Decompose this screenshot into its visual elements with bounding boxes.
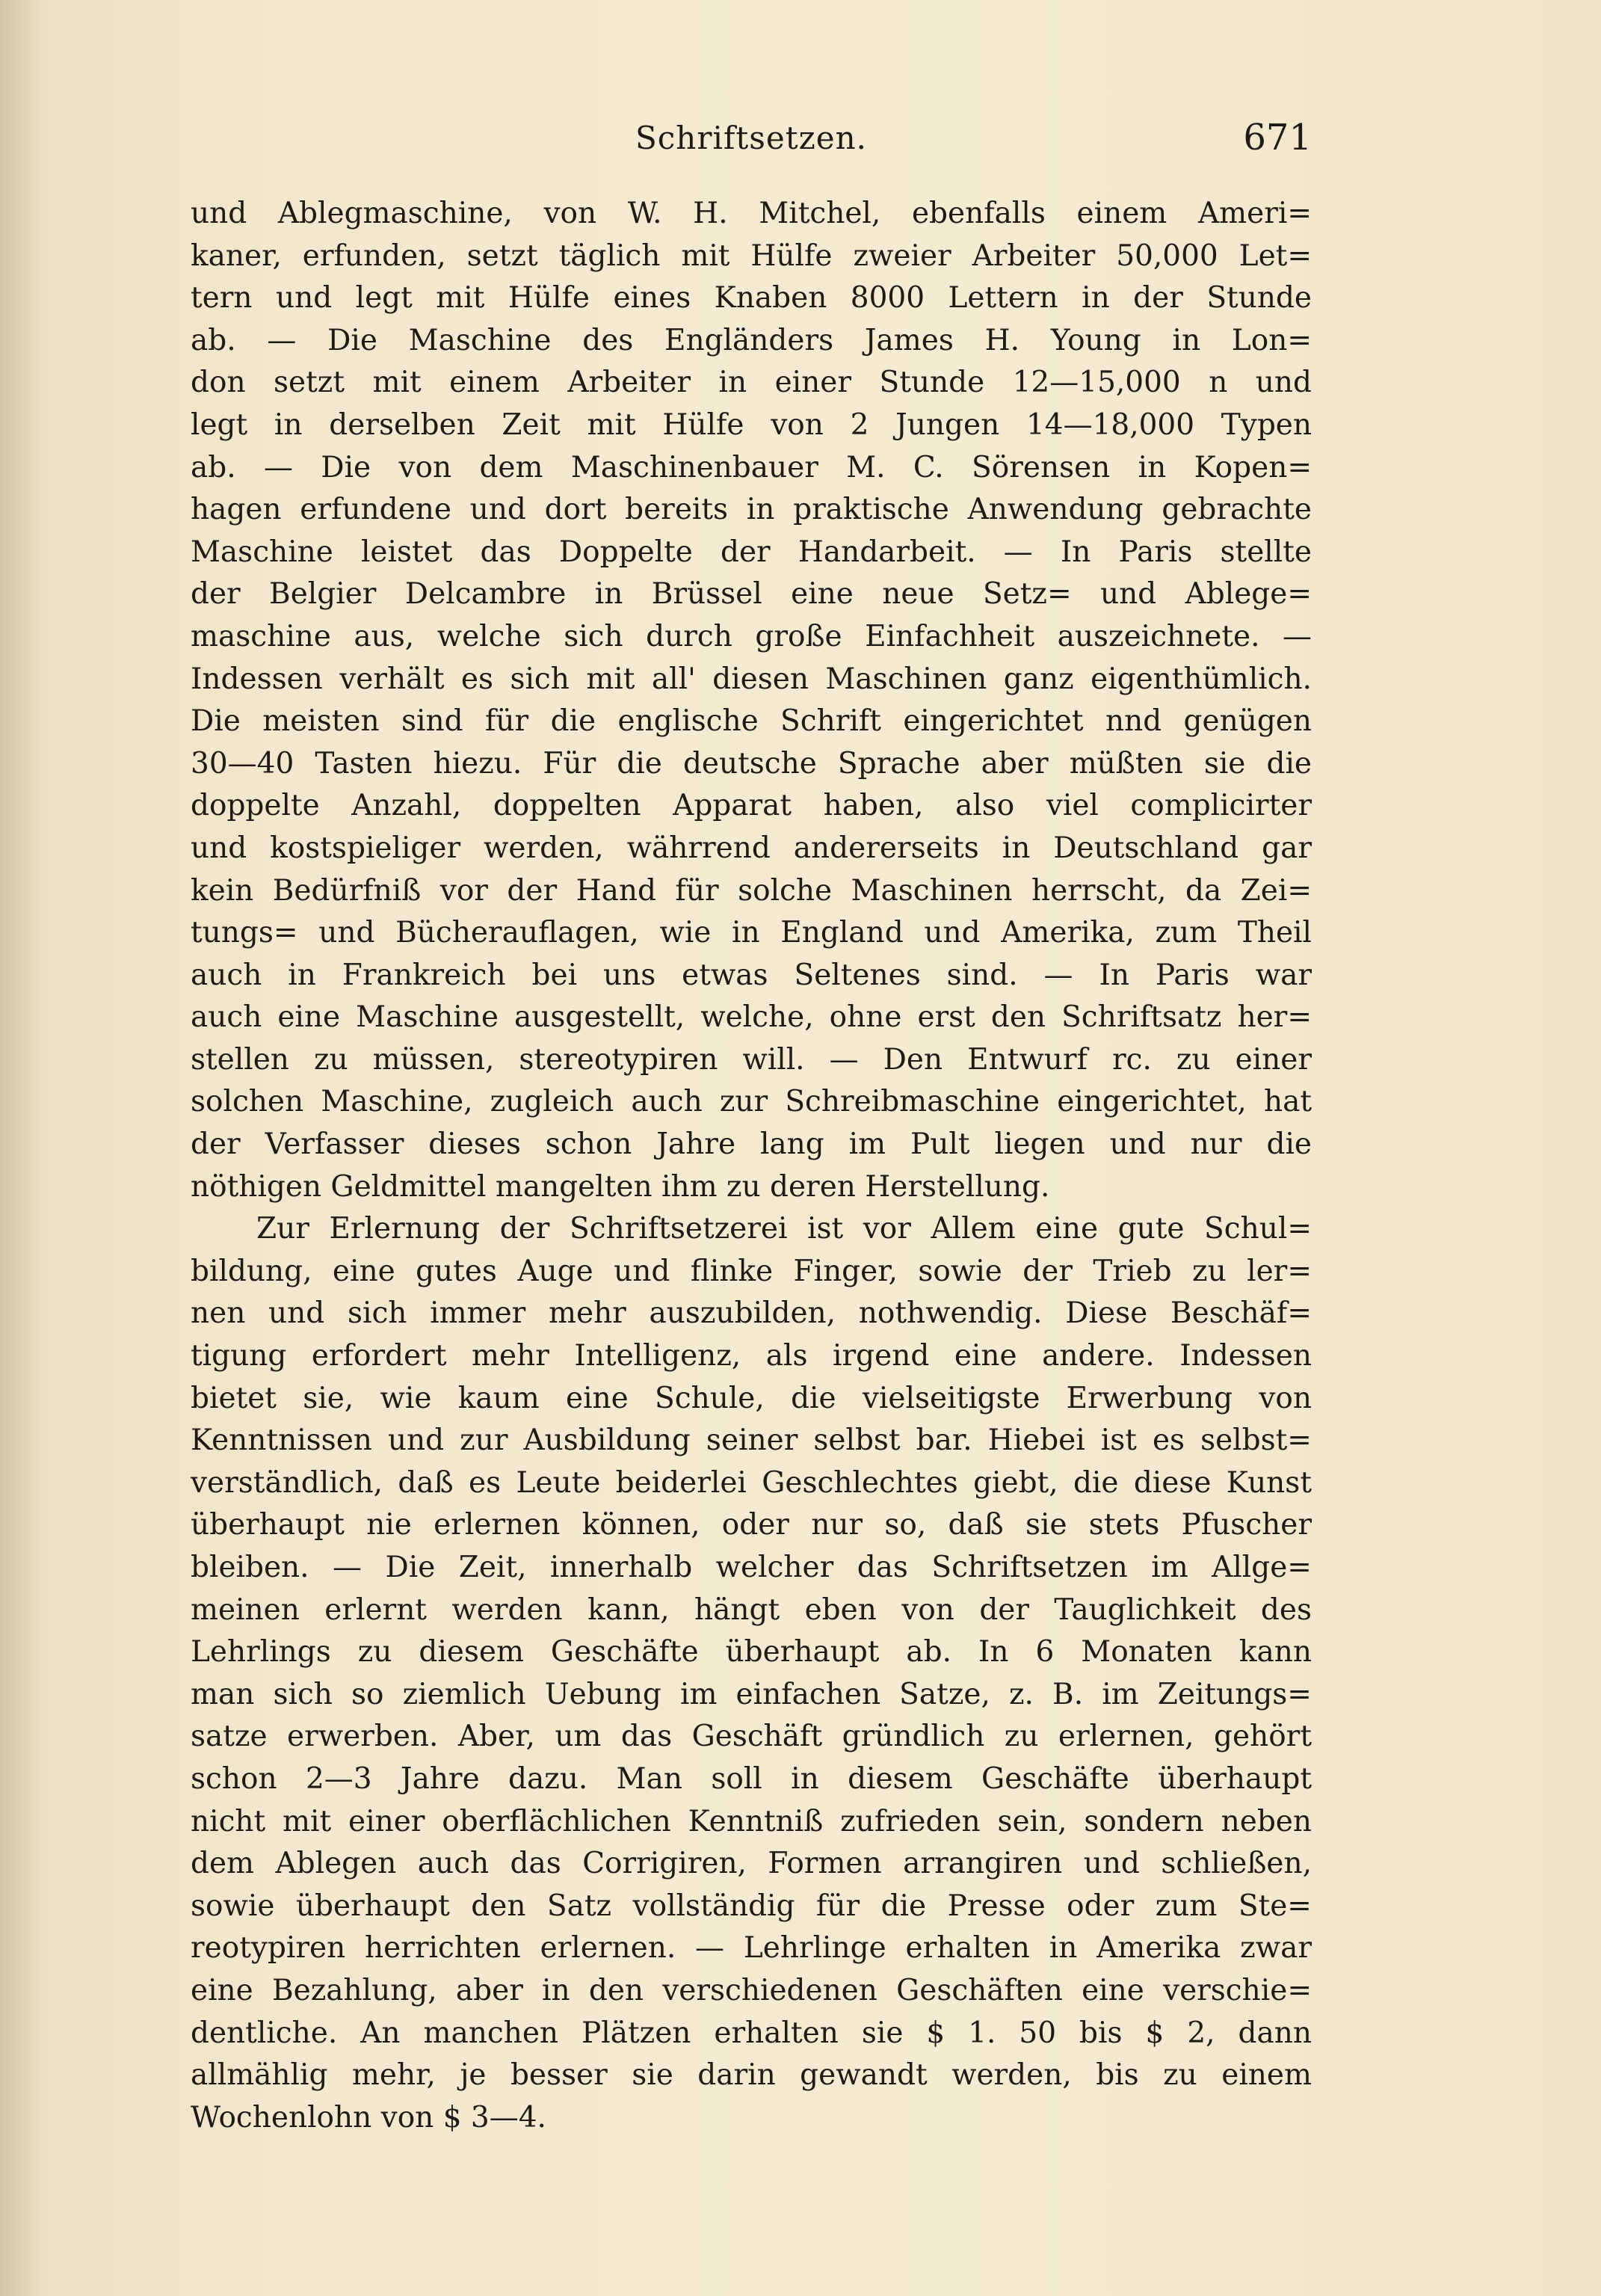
text-line: verständlich, daß es Leute beiderlei Geschlechtes giebt, die diese Kunst <box>191 1465 1312 1500</box>
text-line: nicht mit einer oberflächlichen Kenntniß zufrieden sein, sondern neben <box>191 1804 1312 1838</box>
text-line: 30—40 Tasten hiezu. Für die deutsche Sprache aber müßten sie die <box>191 746 1312 781</box>
text-line: kaner, erfunden, setzt täglich mit Hülfe zweier Arbeiter 50,000 Let= <box>191 238 1312 273</box>
text-line: bleiben. — Die Zeit, innerhalb welcher das Schriftsetzen im Allge= <box>191 1551 1312 1584</box>
text-line: dentliche. An manchen Plätzen erhalten sie $ 1. 50 bis $ 2, dann <box>191 2016 1312 2050</box>
text-line: allmählig mehr, je besser sie darin gewandt werden, bis zu einem <box>191 2058 1312 2093</box>
text-line: nöthigen Geldmittel mangelten ihm zu deren Herstellung. <box>191 1169 1050 1204</box>
text-line: stellen zu müssen, stereotypiren will. — Den Entwurf rc. zu einer <box>191 1042 1312 1077</box>
text-line: dem Ablegen auch das Corrigiren, Formen arrangiren und schließen, <box>191 1847 1312 1881</box>
text-line: überhaupt nie erlernen können, oder nur so, daß sie stets Pfuscher <box>191 1508 1312 1542</box>
text-line: und kostspieliger werden, währrend andererseits in Deutschland gar <box>191 831 1312 865</box>
text-line: Wochenlohn von $ 3—4. <box>191 2100 546 2135</box>
page-number: 671 <box>1243 117 1312 158</box>
text-line: kein Bedürfniß vor der Hand für solche Maschinen herrscht, da Zei= <box>191 873 1312 908</box>
text-line: solchen Maschine, zugleich auch zur Schreibmaschine eingerichtet, hat <box>191 1085 1312 1119</box>
text-line: reotypiren herrichten erlernen. — Lehrlinge erhalten in Amerika zwar <box>191 1931 1312 1966</box>
text-line: Indessen verhält es sich mit all' diesen Maschinen ganz eigenthümlich. <box>191 662 1312 696</box>
text-line: Lehrlings zu diesem Geschäfte überhaupt ab. In 6 Monaten kann <box>191 1635 1312 1669</box>
body-text <box>191 193 1312 2139</box>
running-head: Schriftsetzen. <box>635 120 867 156</box>
text-line: auch eine Maschine ausgestellt, welche, ohne erst den Schriftsatz her= <box>191 1000 1312 1035</box>
text-line: satze erwerben. Aber, um das Geschäft gründlich zu erlernen, gehört <box>191 1720 1312 1754</box>
text-line: sowie überhaupt den Satz vollständig für die Presse oder zum Ste= <box>191 1889 1312 1923</box>
text-line: doppelte Anzahl, doppelten Apparat haben, also viel complicirter <box>191 789 1312 823</box>
text-line: nen und sich immer mehr auszubilden, nothwendig. Diese Beschäf= <box>191 1296 1312 1331</box>
text-line: schon 2—3 Jahre dazu. Man soll in diesem Geschäfte überhaupt <box>191 1761 1312 1796</box>
text-line: hagen erfundene und dort bereits in praktische Anwendung gebrachte <box>191 493 1312 527</box>
text-line: bildung, eine gutes Auge und flinke Finger, sowie der Trieb zu ler= <box>191 1254 1312 1288</box>
text-line: Die meisten sind für die englische Schrift eingerichtet nnd genügen <box>191 704 1312 739</box>
text-line: auch in Frankreich bei uns etwas Seltenes sind. — In Paris war <box>191 958 1312 992</box>
text-line: Maschine leistet das Doppelte der Handarbeit. — In Paris stellte <box>191 535 1312 569</box>
text-line: man sich so ziemlich Uebung im einfachen Satze, z. B. im Zeitungs= <box>191 1677 1312 1711</box>
text-line: und Ablegmaschine, von W. H. Mitchel, ebenfalls einem Ameri= <box>191 197 1312 230</box>
text-line: bietet sie, wie kaum eine Schule, die vielseitigste Erwerbung von <box>191 1381 1312 1415</box>
text-line: maschine aus, welche sich durch große Einfachheit auszeichnete. — <box>191 619 1312 653</box>
text-line: legt in derselben Zeit mit Hülfe von 2 Jungen 14—18,000 Typen <box>191 407 1312 442</box>
gutter-shadow <box>0 0 45 2296</box>
text-line: meinen erlernt werden kann, hängt eben von der Tauglichkeit des <box>191 1592 1312 1627</box>
text-line: don setzt mit einem Arbeiter in einer Stunde 12—15,000 n und <box>191 366 1312 400</box>
text-line: Kenntnissen und zur Ausbildung seiner selbst bar. Hiebei ist es selbst= <box>191 1424 1312 1458</box>
text-line: der Belgier Delcambre in Brüssel eine neue Setz= und Ablege= <box>191 577 1312 612</box>
text-line: Zur Erlernung der Schriftsetzerei ist vor Allem eine gute Schul= <box>256 1212 1312 1246</box>
text-line: eine Bezahlung, aber in den verschiedenen Geschäften eine verschie= <box>191 1973 1312 2007</box>
text-line: tungs= und Bücherauflagen, wie in England und Amerika, zum Theil <box>191 916 1312 950</box>
text-line: ab. — Die von dem Maschinenbauer M. C. Sörensen in Kopen= <box>191 450 1312 484</box>
page-header <box>191 112 1312 164</box>
text-line: der Verfasser dieses schon Jahre lang im Pult liegen und nur die <box>191 1127 1312 1162</box>
text-line: ab. — Die Maschine des Engländers James H. Young in Lon= <box>191 323 1312 357</box>
text-line: tigung erfordert mehr Intelligenz, als irgend eine andere. Indessen <box>191 1339 1312 1373</box>
text-line: tern und legt mit Hülfe eines Knaben 8000 Lettern in der Stunde <box>191 281 1312 316</box>
